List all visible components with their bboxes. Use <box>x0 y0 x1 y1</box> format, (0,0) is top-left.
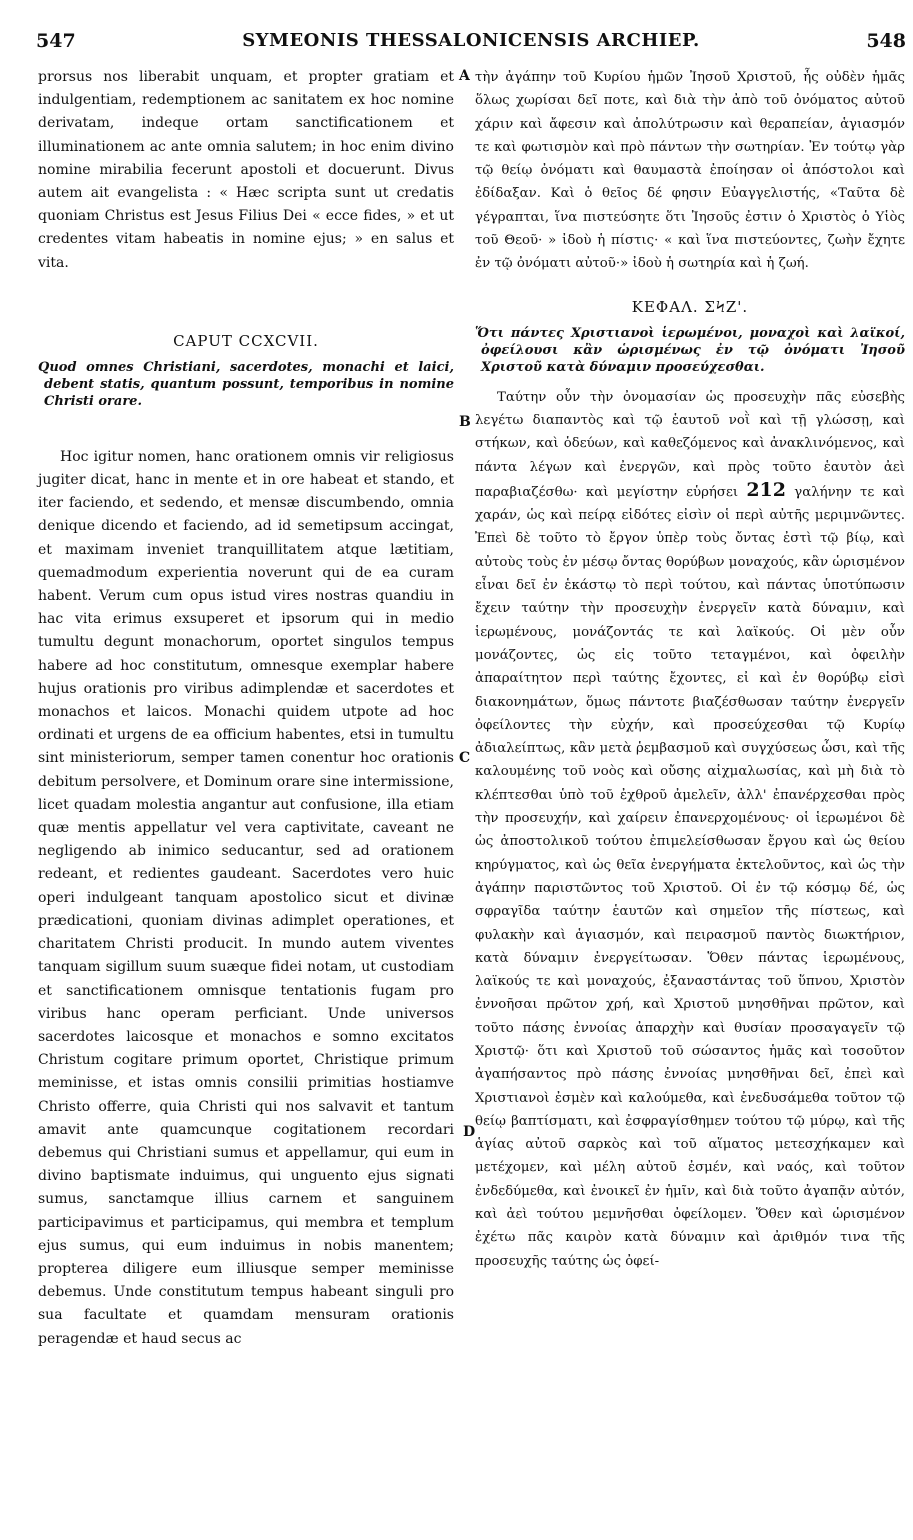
margin-marker-b: B <box>459 414 471 430</box>
greek-paragraph-2 <box>475 386 905 1273</box>
greek-paragraph-2-part-b: γαλήνην τε καὶ χαράν, ὡς καὶ πείρᾳ εἰδότες εἰσὶν οἱ περὶ αὐτῆς μεριμνῶντες. Ἐπεὶ δὲ τοῦτο τὸ ἔργον ὑπὲρ τοὺς ὄντας ἐστὶ τῷ βίῳ, καὶ αὐτοὺς τοὺς ἐν μέσῳ ὄντας θορύβων μοναχούς, κἂν ὡρισμένον εἶναι δεῖ ἐν ἑκάστῳ τὸ περὶ τούτου, καὶ πάντας ὑποτύπωσιν ἔχειν ταύτην τὴν προσευχὴν ἐνεργεῖν κατὰ δύναμιν, καὶ ἱερωμένους, μονάζοντάς τε καὶ λαϊκούς. Οἱ μὲν οὖν μονάζοντες, ὡς εἰς τοῦτο τεταγμένοι, καὶ ὀφειλὴν ἀπαραίτητον περὶ ταύτης ἔχοντες, εἰ καὶ ἐν θορύβῳ εἰσὶ διακονημάτων, ὅμως πάντοτε βιαζέσθωσαν ταύτην ἐνεργεῖν ὀφείλοντες τὴν εὐχήν, καὶ προσεύχεσθαι τῷ Κυρίῳ ἀδιαλείπτως, κἂν μετὰ ῥεμβασμοῦ καὶ συγχύσεως ὦσι, καὶ τῆς καλουμένης τοῦ νοὸς καὶ οὔσης αἰχμαλωσίας, καὶ μὴ διὰ τὸ κλέπτεσθαι ὑπὸ τοῦ ἐχθροῦ ἀμελεῖν, ἀλλ' ἐπανέρχεσθαι πρὸς τὴν προσευχήν, καὶ χαίρειν ἐπανερχομένους· οἱ ἱερωμένοι δὲ ὡς ἀποστολικοῦ τούτου ἐπιμελείσθωσαν ἔργου καὶ ὡς θείου κηρύγματος, καὶ ὡς θεῖα ἐνεργήματα ἐκτελοῦντος, καὶ ὡς τὴν ἀγάπην παριστῶντος τοῦ Χριστοῦ. Οἱ ἐν τῷ κόσμῳ δέ, ὡς σφραγῖδα ταύτην ἑαυτῶν καὶ σημεῖον τῆς πίστεως, καὶ φυλακὴν καὶ ἁγιασμόν, καὶ πειρασμοῦ παντὸς διωκτήριον, κατὰ δύναμιν ἐνεργείτωσαν. Ὅθεν πάντας ἱερωμένους, λαϊκούς τε καὶ μοναχούς, ἐξαναστάντας τοῦ ὕπνου, Χριστὸν ἐννοῆσαι πρῶτον χρή, καὶ Χριστοῦ μνησθῆναι πρῶτον, καὶ τοῦτο πάσης ἐννοίας ἀπαρχὴν καὶ θυσίαν προσαγαγεῖν τῷ Χριστῷ· ὅτι καὶ Χριστοῦ τοῦ σώσαντος ἡμᾶς καὶ τοσοῦτον ἀγαπήσαντος πρὸ πάσης ἐννοίας μνησθῆναι δεῖ, ἐπεὶ καὶ Χριστιανοὶ ἐσμὲν καὶ καλούμεθα, καὶ ἐνεδυσάμεθα τοῦτον τῷ θείῳ βαπτίσματι, καὶ ἐσφραγίσθημεν τούτου τῷ μύρῳ, καὶ τῆς ἁγίας αὐτοῦ σαρκὸς καὶ τοῦ αἵματος μετεσχήκαμεν καὶ μετέχομεν, καὶ μέλη αὐτοῦ ἐσμέν, καὶ ναός, καὶ τοῦτον ἐνδεδύμεθα, καὶ ἐνοικεῖ ἐν ἡμῖν, καὶ διὰ τοῦτο ἀγαπᾷν αὐτόν, καὶ ἀεὶ τούτου μεμνῆσθαι ὀφείλομεν. Ὅθεν καὶ ὡρισμένον ἐχέτω πᾶς καιρὸν κατὰ δύναμιν καὶ ἀριθμόν τινα τῆς προσευχῆς ταύτης ὡς ὀφεί- <box>475 484 905 1269</box>
latin-paragraph-2: Hoc igitur nomen, hanc orationem omnis vir religiosus jugiter dicat, hanc in mente et in ore habeat et stando, et iter faciendo, et sedendo, et mensæ discumbendo, omnia denique dicendo et faciendo, ad id semetipsum accingat, et maximam inveniet tranquillitatem atque lætitiam, quemadmodum experientia noverunt qui de ea curam habent. Verum cum opus istud vires nostras quandiu in hac vita erimus exsuperet et ipsorum qui in medio tumultu degunt monachorum, oportet singulos tempus habere ad hoc constitutum, omnesque exemplar habere hujus orationis pro viribus adimplendæ et sacerdotes et monachos et laicos. Monachi quidem utpote ad hoc ordinati et urgens de ea officium habentes, etsi in tumultu sint ministeriorum, semper tamen conentur hoc orationis debitum persolvere, et Dominum orare sine intermissione, licet quadam molestia angantur aut confusione, illa etiam quæ mentis appellatur vel vera captivitate, caveant ne negligendo ab inimico seducantur, sed ad orationem redeant, et redientes gaudeant. Sacerdotes vero huic operi indulgeant tanquam apostolico sicut et divinæ prædicationi, quoniam divinas adimplet operationes, et charitatem Christi producit. In mundo autem viventes tanquam sigillum suum suæque fidei notam, ut custodiam et sanctificationem omnisque tentationis fugam pro viribus hanc operam perficiant. Unde universos sacerdotes laicosque et monachos e somno excitatos Christum cogitare primum oportet, Christique primum meminisse, et istas omnis consilii primitias hostiamve Christo offerre, quia Christi qui nos salvavit et tantum amavit ante quamcunque cogitationem recordari debemus qui Christiani sumus et appellamur, qui eum in divino baptismate induimus, qui unguento ejus signati sumus, sanctamque illius carnem et sanguinem participavimus et participamus, qui membra et templum ejus sumus, qui eum induimus in nobis manentem; propterea diligere eum illiusque semper meminisse debemus. Unde constitutum tempus habeant singuli pro sua facultate et quamdam mensuram orationis peragendæ et haud secus ac <box>38 448 454 1347</box>
latin-chapter-heading: CAPUT CCXCVII. <box>173 331 319 350</box>
page-number-right: 548 <box>866 30 906 52</box>
spacer <box>475 276 905 297</box>
running-title: SYMEONIS THESSALONICENSIS ARCHIEP. <box>242 30 700 51</box>
latin-paragraph-1: prorsus nos liberabit unquam, et propter gratiam et indulgentiam, redemptionem ac sanitatem ex hoc nomine derivatam, indeque ortam sanctificationem et illuminationem ac ante omnia salutem; in hoc enim divino nomine mirabilia fecerunt apostoli et docuerunt. Divus autem ait evangelista : « Hæc scripta sunt ut credatis quoniam Christus est Jesus Filius Dei « ecce fides, » et ut credentes vitam habeatis in nomine ejus; » en salus et vita. <box>38 69 454 271</box>
greek-chapter-subtitle: Ὅτι πάντες Χριστιανοὶ ἱερωμένοι, μοναχοὶ καὶ λαϊκοί, ὀφείλουσι κἂν ὡρισμένως ἐν τῷ ὀνόματι Ἰησοῦ Χριστοῦ κατὰ δύναμιν προσεύχεσθαι. <box>475 325 905 375</box>
greek-paragraph-1: τὴν ἀγάπην τοῦ Κυρίου ἡμῶν Ἰησοῦ Χριστοῦ, ἧς οὐδὲν ἡμᾶς ὅλως χωρίσαι δεῖ ποτε, καὶ διὰ τὴν ἀπὸ τοῦ ὀνόματος αὐτοῦ χάριν καὶ ἄφεσιν καὶ ἀπολύτρωσιν καὶ θεραπείαν, ἁγιασμόν τε καὶ φωτισμὸν καὶ πρὸ πάντων τὴν σωτηρίαν. Ἐν τούτῳ γὰρ τῷ θείῳ ὀνόματι καὶ θαυμαστὰ ἐποίησαν οἱ ἀπόστολοι καὶ ἐδίδαξαν. Καὶ ὁ θεῖος δέ φησιν Εὐαγγελιστής, «Ταῦτα δὲ γέγραπται, ἵνα πιστεύσητε ὅτι Ἰησοῦς ἐστιν ὁ Χριστὸς ὁ Υἱὸς τοῦ Θεοῦ· » ἰδοὺ ἡ πίστις· « καὶ ἵνα πιστεύοντες, ζωὴν ἔχητε ἐν τῷ ὀνόματι αὐτοῦ·» ἰδοὺ ἡ σωτηρία καὶ ἡ ζωή. <box>475 70 905 272</box>
page-number-left: 547 <box>36 30 76 52</box>
greek-paragraph-2-part-a: Ταύτην οὖν τὴν ὀνομασίαν ὡς προσευχὴν πᾶς εὐσεβὴς λεγέτω διαπαντὸς καὶ τῷ ἑαυτοῦ νοῒ καὶ τῇ γλώσσῃ, καὶ στήκων, καὶ ὁδεύων, καὶ καθεζόμενος καὶ ἀνακλινόμενος, καὶ πάντα λέγων καὶ ἐνεργῶν, καὶ πρὸς τοῦτο ἑαυτὸν ἀεὶ παραβιαζέσθω· καὶ μεγίστην εὑρήσει <box>475 389 905 500</box>
spacer <box>38 275 454 331</box>
margin-marker-d: D <box>463 1124 476 1140</box>
greek-chapter-heading: ΚΕΦΑΛ. ΣϞΖ'. <box>631 297 749 316</box>
page-marker-212: 212 <box>746 478 786 501</box>
margin-marker-a: A <box>459 68 470 84</box>
greek-column <box>475 66 905 1273</box>
margin-marker-c: C <box>459 750 471 766</box>
spacer <box>38 410 454 446</box>
spacer <box>475 376 905 386</box>
page-header <box>36 30 906 58</box>
latin-column <box>38 66 454 1351</box>
latin-chapter-subtitle: Quod omnes Christiani, sacerdotes, monachi et laici, debent statis, quantum possunt, temporibus in nomine Christi orare. <box>38 359 454 409</box>
